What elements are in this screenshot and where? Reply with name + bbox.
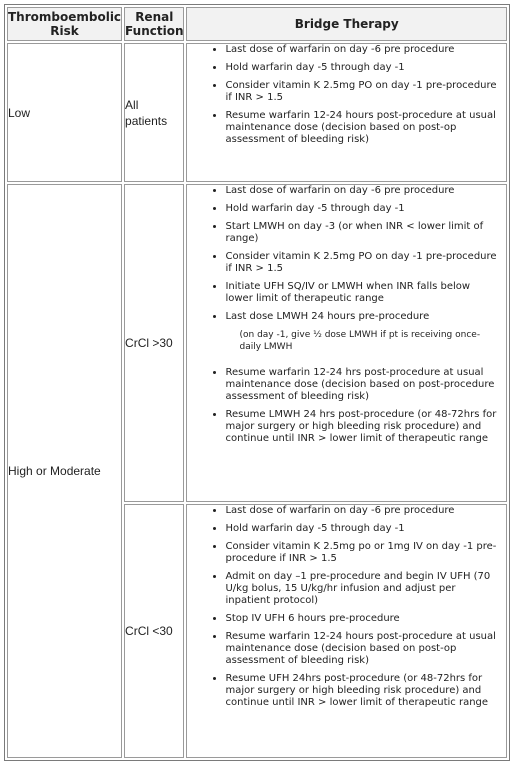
list-item: • Resume warfarin 12-24 hours post-procedure at usual maintenance dose (decision based on post-op assessment of bleeding risk)	[225, 110, 498, 146]
list-item: • Admit on day –1 pre-procedure and begin IV UFH (70 U/kg bolus, 15 U/kg/hr infusion and adjust per inpatient protocol)	[225, 571, 498, 607]
row-low-risk	[7, 43, 507, 182]
list-item: • Consider vitamin K 2.5mg PO on day -1 pre-procedure if INR > 1.5	[225, 251, 498, 275]
header-renal-function: Renal Function	[124, 7, 184, 41]
therapy-cell-crcl-under-30	[186, 504, 507, 758]
renal-cell-all-patients: All patients	[124, 43, 184, 182]
risk-cell-low: Low	[7, 43, 122, 182]
renal-cell-crcl-under-30: CrCl <30	[124, 504, 184, 758]
list-item: • Last dose LMWH 24 hours pre-procedure	[225, 311, 498, 323]
header-bridge-therapy: Bridge Therapy	[186, 7, 507, 41]
header-row	[7, 7, 507, 41]
renal-cell-crcl-over-30: CrCl >30	[124, 184, 184, 502]
list-item: • Hold warfarin day -5 through day -1	[225, 203, 498, 215]
therapy-list-crcl-over-30	[187, 185, 506, 445]
therapy-list-low	[187, 44, 506, 146]
bridge-therapy-table	[4, 4, 510, 761]
list-item: • Last dose of warfarin on day -6 pre procedure	[225, 44, 498, 56]
row-high-crcl-over-30	[7, 184, 507, 502]
risk-cell-high-or-moderate: High or Moderate	[7, 184, 122, 758]
header-thromboembolic-risk: Thromboembolic Risk	[7, 7, 122, 41]
list-item: • Last dose of warfarin on day -6 pre procedure	[225, 185, 498, 197]
list-item: • Initiate UFH SQ/IV or LMWH when INR falls below lower limit of therapeutic range	[225, 281, 498, 305]
list-item: • Stop IV UFH 6 hours pre-procedure	[225, 613, 498, 625]
list-item: • Resume warfarin 12-24 hrs post-procedure at usual maintenance dose (decision based on post-procedure assessment of bleeding risk)	[225, 367, 498, 403]
therapy-list-crcl-under-30	[187, 505, 506, 709]
list-item: • Start LMWH on day -3 (or when INR < lower limit of range)	[225, 221, 498, 245]
list-item: • Hold warfarin day -5 through day -1	[225, 523, 498, 535]
list-item: • Consider vitamin K 2.5mg po or 1mg IV on day -1 pre-procedure if INR > 1.5	[225, 541, 498, 565]
therapy-cell-crcl-over-30	[186, 184, 507, 502]
list-item: • Resume UFH 24hrs post-procedure (or 48-72hrs for major surgery or high bleeding risk procedure) and continue until INR > lower limit of therapeutic range	[225, 673, 498, 709]
list-item: • Resume warfarin 12-24 hours post-procedure at usual maintenance dose (decision based on post-op assessment of bleeding risk)	[225, 631, 498, 667]
list-item: • Resume LMWH 24 hrs post-procedure (or 48-72hrs for major surgery or high bleeding risk procedure) and continue until INR > lower limit of therapeutic range	[225, 409, 498, 445]
list-item: • Hold warfarin day -5 through day -1	[225, 62, 498, 74]
list-item: • Last dose of warfarin on day -6 pre procedure	[225, 505, 498, 517]
therapy-cell-low	[186, 43, 507, 182]
lmwh-dose-note: (on day -1, give ½ dose LMWH if pt is receiving once-daily LMWH	[239, 330, 481, 352]
list-item: • Consider vitamin K 2.5mg PO on day -1 pre-procedure if INR > 1.5	[225, 80, 498, 104]
